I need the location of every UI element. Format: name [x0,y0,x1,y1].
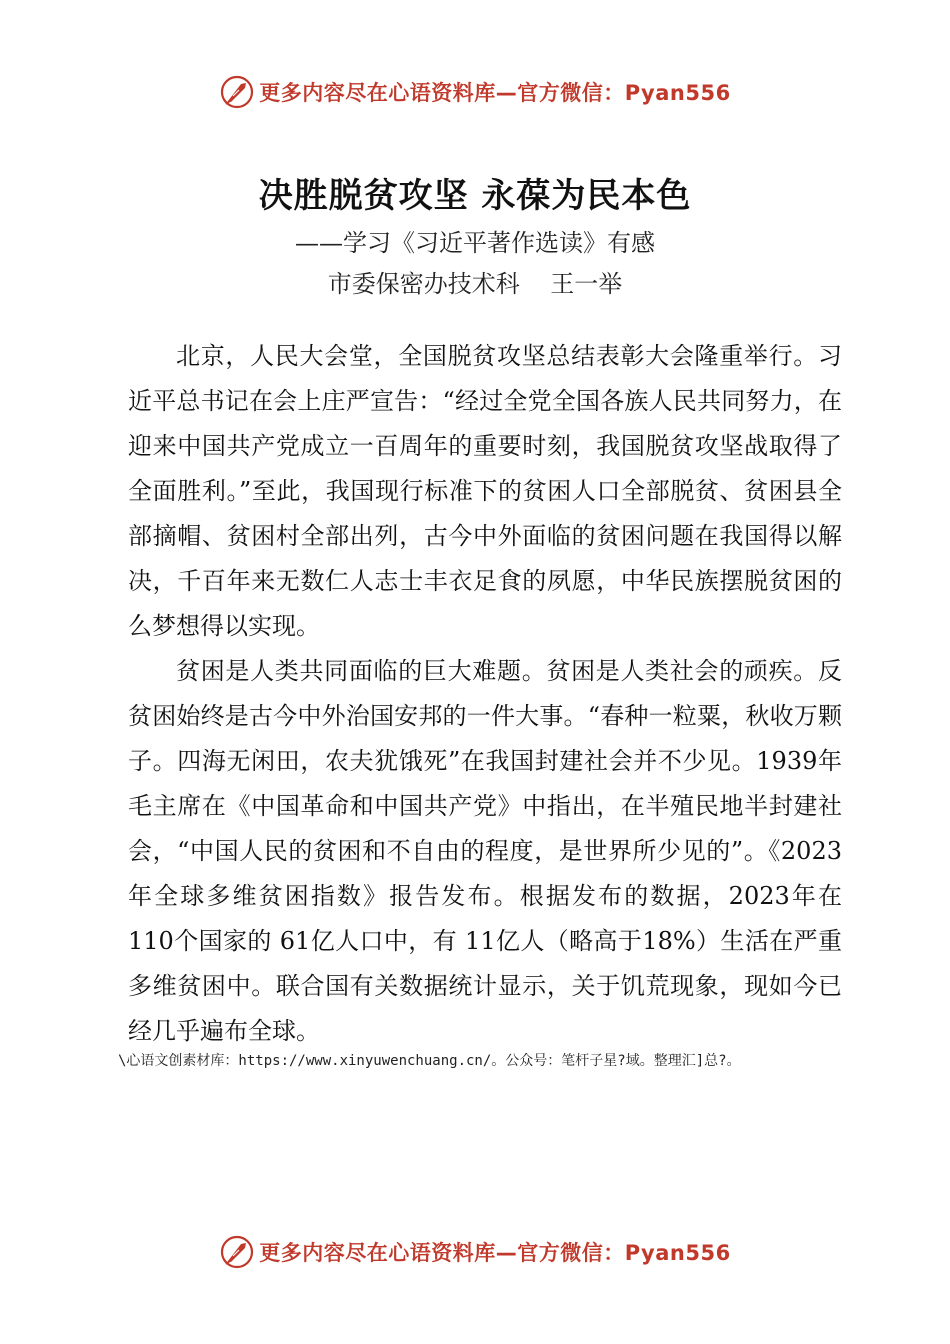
wechat-id: Pyan556 [624,81,731,105]
wechat-id: Pyan556 [624,1241,731,1265]
banner-text: 更多内容尽在心语资料库—官方微信：Pyan556 [259,1241,731,1265]
article-body [128,334,842,1054]
paragraph: 贫困是人类共同面临的巨大难题。贫困是人类社会的顽疾。反贫困始终是古今中外治国安邦的一件大事。“春种一粒粟，秋收万颗子。四海无闲田，农夫犹饿死”在我国封建社会并不少见。1939年毛主席在《中国革命和中国共产党》中指出，在半殖民地半封建社会，“中国人民的贫困和不自由的程度，是世界所少见的”。《2023年全球多维贫困指数》报告发布。根据发布的数据，2023年在 110个国家的 61亿人口中，有 11亿人（略高于18%）生活在严重多维贫困中。联合国有关数据统计显示，关于饥荒现象，现如今已经几乎遍布全球。 [128,657,842,1045]
paragraph: 北京，人民大会堂，全国脱贫攻坚总结表彰大会隆重举行。习近平总书记在会上庄严宣告：“经过全党全国各族人民共同努力，在迎来中国共产党成立一百周年的重要时刻，我国脱贫攻坚战取得了全面胜利。”至此，我国现行标准下的贫困人口全部脱贫、贫困县全部摘帽、贫困村全部出列，古今中外面临的贫困问题在我国得以解决，千百年来无数仁人志士丰衣足食的夙愿，中华民族摆脱贫困的么梦想得以实现。 [128,342,842,640]
quill-pen-logo-icon [219,1234,255,1270]
article-subtitle: ——学习《习近平著作选读》有感 [295,229,655,257]
quill-pen-logo-icon [219,74,255,110]
banner-text: 更多内容尽在心语资料库—官方微信：Pyan556 [259,81,731,105]
header-banner [0,72,950,112]
source-note: \心语文创素材库：https://www.xinyuwenchuang.cn/。公众号：笔杆子星?域。整理汇]总?。 [118,1053,741,1069]
article-author: 市委保密办技术科 王一举 [327,270,623,298]
article-title: 决胜脱贫攻坚 永葆为民本色 [258,176,692,216]
footer-banner [0,1232,950,1272]
